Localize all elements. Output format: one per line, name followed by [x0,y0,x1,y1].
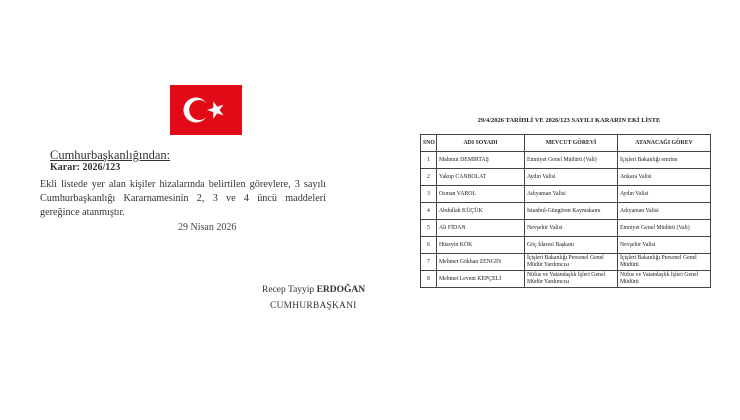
row-name: Osman VAROL [437,186,525,203]
table-row [421,237,711,254]
row-current-position: İçişleri Bakanlığı Personel Genel Müdür Yardımcısı [525,254,618,271]
table-header-row [421,135,711,152]
row-sno: 7 [421,254,437,271]
row-current-position: Aydın Valisi [525,169,618,186]
signature-surname: ERDOĞAN [316,285,366,295]
row-sno: 3 [421,186,437,203]
signature-first-name: Recep Tayyip [262,285,315,295]
decision-date: 29 Nisan 2026 [178,222,237,233]
row-new-position: İçişleri Bakanlığı Personel Genel Müdürü [618,254,711,271]
row-sno: 6 [421,237,437,254]
row-current-position: Adıyaman Valisi [525,186,618,203]
table-row [421,186,711,203]
row-name: Hüseyin KÖK [437,237,525,254]
row-current-position: Emniyet Genel Müdürü (Vali) [525,152,618,169]
header-name: ADI SOYADI [437,135,525,152]
row-new-position: Emniyet Genel Müdürü (Vali) [618,220,711,237]
row-current-position: İstanbul-Güngören Kaymakamı [525,203,618,220]
signature-name [262,285,365,295]
row-sno: 4 [421,203,437,220]
row-sno: 5 [421,220,437,237]
header-current-position: MEVCUT GÖREVİ [525,135,618,152]
row-current-position: Nevşehir Valisi [525,220,618,237]
row-sno: 8 [421,271,437,288]
list-title: 29/4/2026 TARİHLİ VE 2026/123 SAYILI KARARIN EKİ LİSTE [477,117,661,124]
row-sno: 2 [421,169,437,186]
row-new-position: Nüfus ve Vatandaşlık İşleri Genel Müdürü [618,271,711,288]
header-sno: SNO [421,135,437,152]
row-current-position: Nüfus ve Vatandaşlık İşleri Genel Müdür Yardımcısı [525,271,618,288]
table-row [421,220,711,237]
table-row [421,271,711,288]
row-name: Mahmut DEMİRTAŞ [437,152,525,169]
row-sno: 1 [421,152,437,169]
row-new-position: Nevşehir Valisi [618,237,711,254]
row-name: Yakup CANBOLAT [437,169,525,186]
header-new-position: ATANACAĞI GÖREV [618,135,711,152]
table-row [421,254,711,271]
appointments-table [420,134,711,288]
decision-body: Ekli listede yer alan kişiler hizalarında belirtilen görevlere, 3 sayılı Cumhurbaşkanlığı Kararnamesinin 2, 3 ve 4 üncü maddeleri gereğince atanmıştır. [40,179,326,218]
table-row [421,152,711,169]
decision-number: Karar: 2026/123 [50,162,121,173]
issuing-authority: Cumhurbaşkanlığından: [50,148,171,162]
row-name: Ali FİDAN [437,220,525,237]
row-name: Mehmet Levent KEPÇELİ [437,271,525,288]
signature-title: CUMHURBAŞKANI [270,301,357,311]
row-name: Mehmet Gökhan ZENGİN [437,254,525,271]
row-name: Abdullah KÜÇÜK [437,203,525,220]
row-new-position: İçişleri Bakanlığı emrine [618,152,711,169]
turkish-flag-icon [170,85,242,135]
table-row [421,169,711,186]
row-new-position: Adıyaman Valisi [618,203,711,220]
row-current-position: Göç İdaresi Başkanı [525,237,618,254]
table-row [421,203,711,220]
row-new-position: Aydın Valisi [618,186,711,203]
row-new-position: Ankara Valisi [618,169,711,186]
